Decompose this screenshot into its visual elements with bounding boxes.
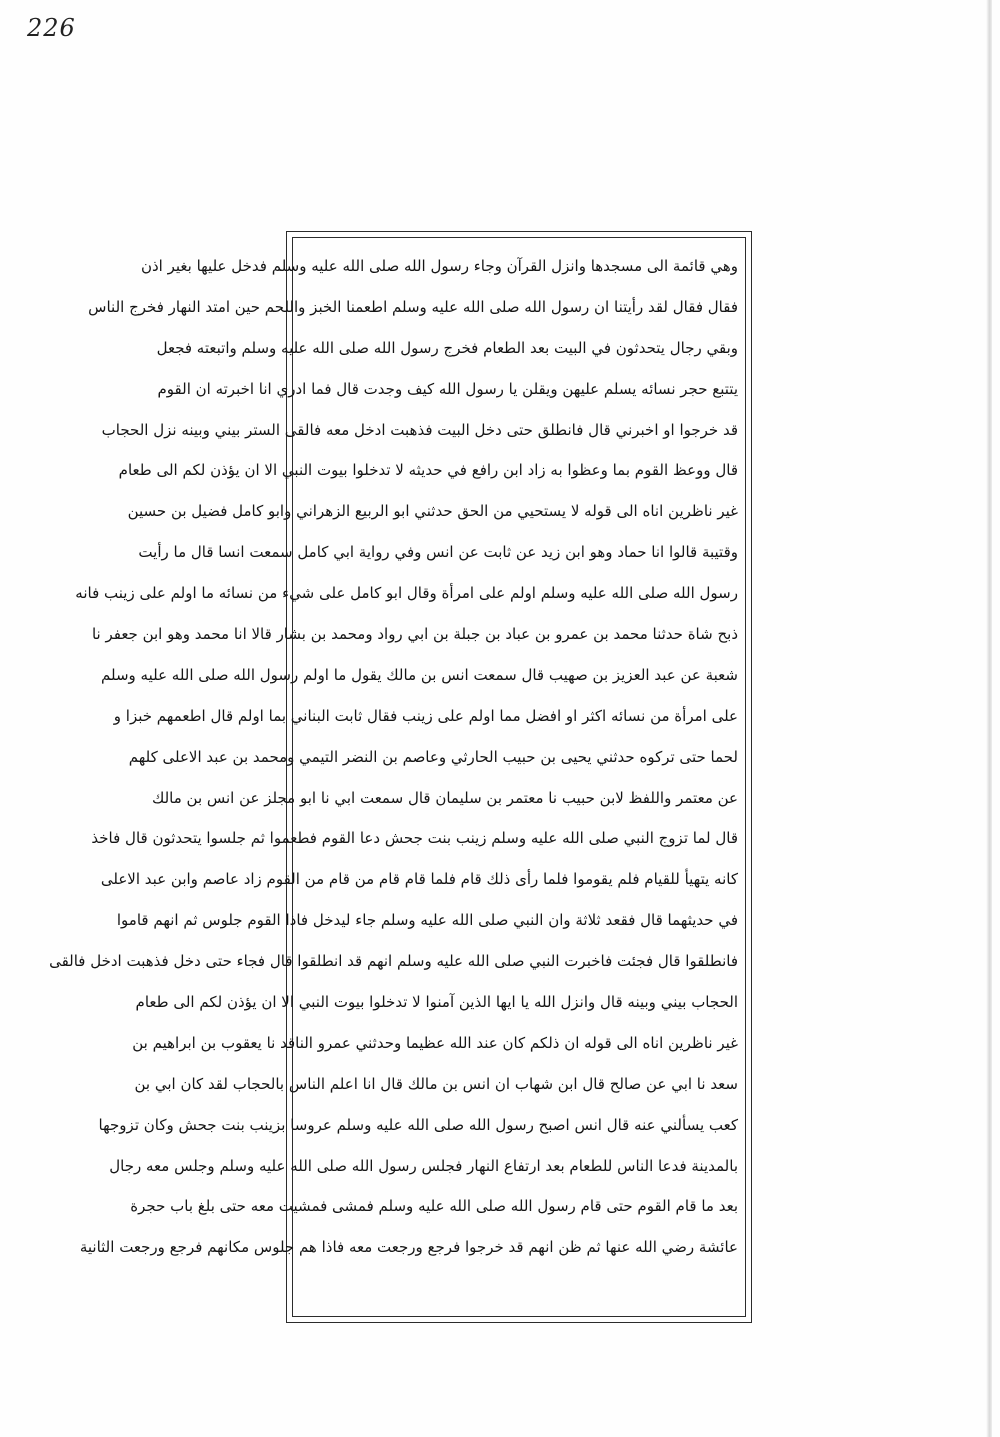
page-edge-shadow [986, 0, 992, 1437]
text-line: غير ناظرين اناه الى قوله ان ذلكم كان عند الله عظيما وحدثني عمرو الناقد نا يعقوب بن ابراهيم بن [132, 1033, 738, 1052]
text-line: بعد ما قام القوم حتى قام رسول الله صلى الله عليه وسلم فمشى فمشيت معه حتى بلغ باب حجرة [130, 1197, 738, 1216]
text-line: قال لما تزوج النبي صلى الله عليه وسلم زينب بنت جحش دعا القوم فطعموا ثم جلسوا يتحدثون قال فاخذ [91, 829, 738, 848]
page-number: 226 [27, 14, 76, 42]
text-line: شعبة عن عبد العزيز بن صهيب قال سمعت انس بن مالك يقول ما اولم رسول الله صلى الله عليه وسلم [101, 665, 738, 684]
text-line: قد خرجوا او اخبرني قال فانطلق حتى دخل البيت فذهبت ادخل معه فالقى الستر بيني وبينه نزل الحجاب [101, 420, 738, 439]
text-line: في حديثهما قال فقعد ثلاثة وان النبي صلى الله عليه وسلم جاء ليدخل فاذا القوم جلوس ثم انهم قاموا [116, 911, 738, 930]
text-line: على امرأة من نسائه اكثر او افضل مما اولم على زينب فقال ثابت البناني بما اولم قال اطعمهم خبزا و [113, 706, 738, 725]
text-line: يتتبع حجر نسائه يسلم عليهن ويقلن يا رسول الله كيف وجدت قال فما ادري انا اخبرته ان القوم [157, 379, 738, 398]
text-line: عائشة رضي الله عنها ثم ظن انهم قد خرجوا فرجع ورجعت معه فاذا هم جلوس مكانهم فرجع ورجعت الثانية [79, 1238, 738, 1257]
text-line: بالمدينة فدعا الناس للطعام بعد ارتفاع النهار فجلس رسول الله صلى الله عليه وسلم وجلس معه رجال [109, 1156, 738, 1175]
text-line: الحجاب بيني وبينه قال وانزل الله يا ايها الذين آمنوا لا تدخلوا بيوت النبي الا ان يؤذن لكم الى طعام [135, 993, 738, 1012]
text-line: غير ناظرين اناه الى قوله لا يستحيي من الحق حدثني ابو الربيع الزهراني وابو كامل فضيل بن حسين [127, 502, 738, 521]
text-line: رسول الله صلى الله عليه وسلم اولم على امرأة وقال ابو كامل على شيء من نسائه ما اولم على زينب فانه [75, 584, 738, 603]
text-line: وهي قائمة الى مسجدها وانزل القرآن وجاء رسول الله صلى الله عليه وسلم فدخل عليها بغير اذن [140, 257, 738, 275]
text-line: قال ووعظ القوم بما وعظوا به زاد ابن رافع في حديثه لا تدخلوا بيوت النبي الا ان يؤذن لكم الى طعام [118, 461, 738, 480]
text-line: ذبح شاة حدثنا محمد بن عمرو بن عباد بن جبلة بن ابي رواد ومحمد بن بشار قالا انا محمد وهو ابن جعفر نا [91, 625, 738, 644]
text-line: لحما حتى تركوه حدثني يحيى بن حبيب الحارثي وعاصم بن النضر التيمي ومحمد بن عبد الاعلى كلهم [128, 747, 738, 766]
text-line: وبقي رجال يتحدثون في البيت بعد الطعام فخرج رسول الله صلى الله عليه وسلم واتبعته فجعل [156, 338, 738, 357]
text-line: كانه يتهيأ للقيام فلم يقوموا فلما رأى ذلك قام فلما قام قام من قام من القوم زاد عاصم وابن عبد الاعلى [100, 870, 738, 889]
text-line: فقال فقال لقد رأيتنا ان رسول الله صلى الله عليه وسلم اطعمنا الخبز واللحم حين امتد النهار فخرج الناس [88, 297, 738, 316]
text-line: كعب يسألني عنه قال انس اصبح رسول الله صلى الله عليه وسلم عروسا بزينب بنت جحش وكان تزوجها [98, 1115, 738, 1134]
text-line: عن معتمر واللفظ لابن حبيب نا معتمر بن سليمان قال سمعت ابي نا ابو مجلز عن انس بن مالك [151, 788, 738, 807]
text-line: وقتيبة قالوا انا حماد وهو ابن زيد عن ثابت عن انس وفي رواية ابي كامل سمعت انسا قال ما رأيت [138, 543, 738, 562]
text-line: سعد نا ابي عن صالح قال ابن شهاب ان انس بن مالك قال انا اعلم الناس بالحجاب لقد كان ابي بن [134, 1074, 738, 1093]
manuscript-text-block [49, 246, 738, 1310]
text-line: فانطلقوا قال فجئت فاخبرت النبي صلى الله عليه وسلم انهم قد انطلقوا قال فجاء حتى دخل فذهبت ادخل فالقى [49, 952, 738, 971]
